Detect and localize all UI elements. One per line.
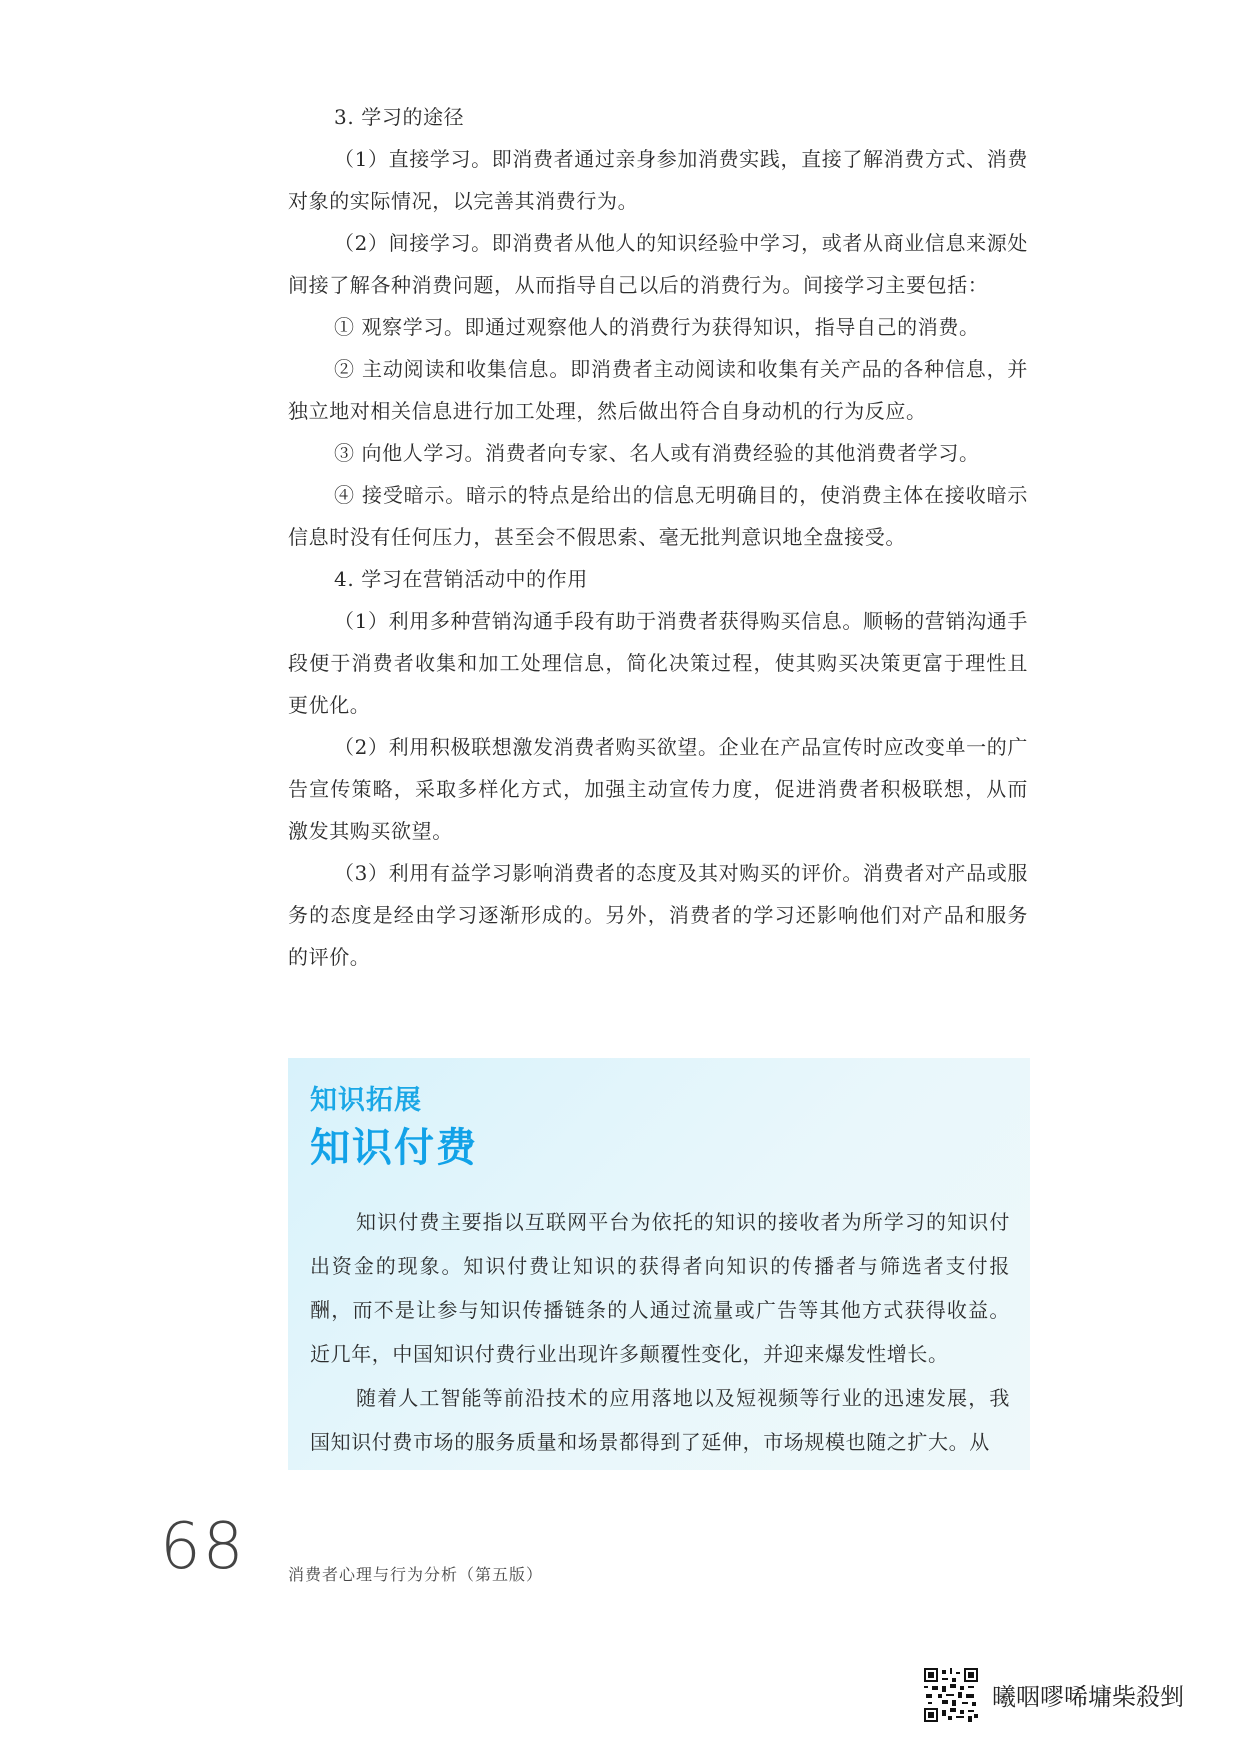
page-number: 68 [160,1510,246,1584]
body-paragraph: ③ 向他人学习。消费者向专家、名人或有消费经验的其他消费者学习。 [334,441,980,465]
body-paragraph: （2）间接学习。即消费者从他人的知识经验中学习，或者从商业信息来源处间接了解各种消费问题，从而指导自己以后的消费行为。间接学习主要包括： [288,231,1028,297]
body-paragraph: （2）利用积极联想激发消费者购买欲望。企业在产品宣传时应改变单一的广告宣传策略，采取多样化方式，加强主动宣传力度，促进消费者积极联想，从而激发其购买欲望。 [288,735,1028,843]
book-title: 消费者心理与行为分析（第五版） [288,1565,544,1584]
box-title: 知识付费 [310,1125,478,1171]
box-paragraph: 知识付费主要指以互联网平台为依托的知识的接收者为所学习的知识付出资金的现象。知识付费让知识的获得者向知识的传播者与筛选者支付报酬，而不是让参与知识传播链条的人通过流量或广告等其他方式获得收益。近几年，中国知识付费行业出现许多颠覆性变化，并迎来爆发性增长。 [310,1210,1010,1366]
body-paragraph: （3）利用有益学习影响消费者的态度及其对购买的评价。消费者对产品或服务的态度是经由学习逐渐形成的。另外，消费者的学习还影响他们对产品和服务的评价。 [288,861,1028,969]
body-paragraph: （1）直接学习。即消费者通过亲身参加消费实践，直接了解消费方式、消费对象的实际情况，以完善其消费行为。 [288,147,1028,213]
box-text [310,1200,1010,1464]
body-paragraph: ② 主动阅读和收集信息。即消费者主动阅读和收集有关产品的各种信息，并独立地对相关信息进行加工处理，然后做出符合自身动机的行为反应。 [288,357,1028,423]
qr-code-icon [924,1668,978,1722]
body-paragraph: ④ 接受暗示。暗示的特点是给出的信息无明确目的，使消费主体在接收暗示信息时没有任何压力，甚至会不假思索、毫无批判意识地全盘接受。 [288,483,1028,549]
watermark-text: 曦咽嘐唏墉柴殺剉 [992,1683,1184,1711]
knowledge-extension-box [288,1058,1030,1470]
section-heading: 3. 学习的途径 [334,105,465,129]
body-text [288,96,1028,978]
body-paragraph: ① 观察学习。即通过观察他人的消费行为获得知识，指导自己的消费。 [334,315,980,339]
box-paragraph: 随着人工智能等前沿技术的应用落地以及短视频等行业的迅速发展，我国知识付费市场的服务质量和场景都得到了延伸，市场规模也随之扩大。从 [310,1386,1010,1454]
box-label: 知识拓展 [310,1085,422,1116]
body-paragraph: （1）利用多种营销沟通手段有助于消费者获得购买信息。顺畅的营销沟通手段便于消费者收集和加工处理信息，简化决策过程，使其购买决策更富于理性且更优化。 [288,609,1028,717]
section-heading: 4. 学习在营销活动中的作用 [334,567,588,591]
